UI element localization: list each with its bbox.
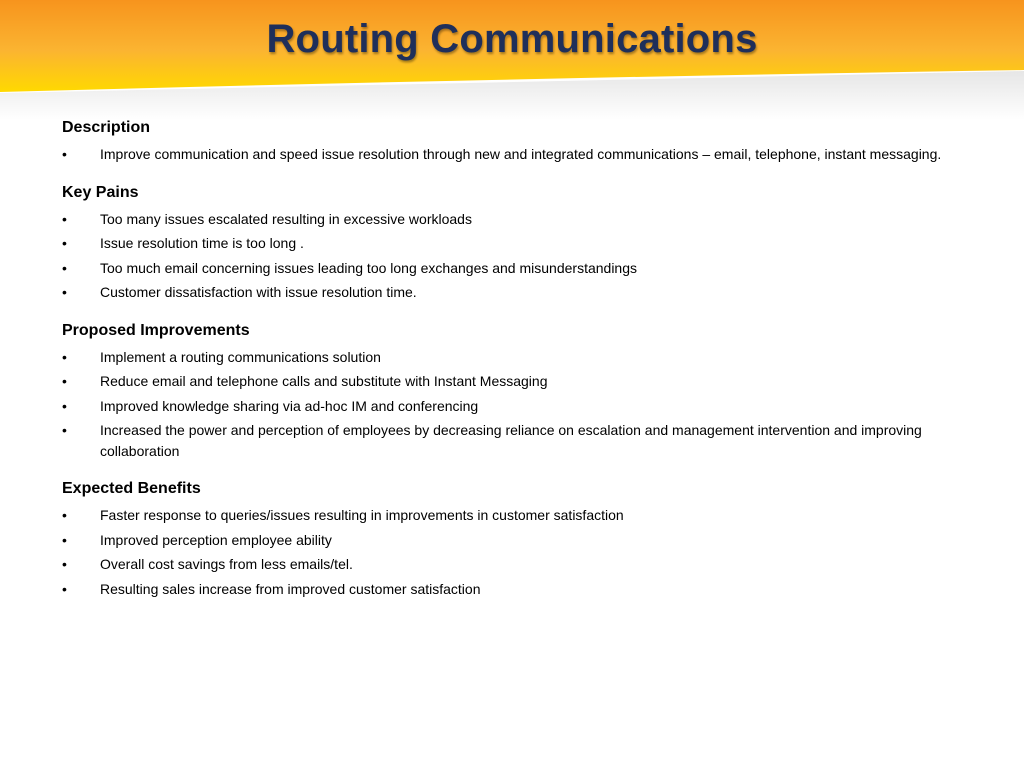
bullet-item xyxy=(62,371,962,392)
bullet-item xyxy=(62,530,962,551)
bullet-icon: • xyxy=(62,556,67,572)
bullet-icon: • xyxy=(62,373,67,389)
bullet-item xyxy=(62,579,962,600)
section-description xyxy=(62,118,962,165)
bullet-text: Customer dissatisfaction with issue resolution time. xyxy=(100,284,417,300)
bullet-icon: • xyxy=(62,348,67,365)
slide-body xyxy=(62,118,962,617)
bullet-text: Improved knowledge sharing via ad-hoc IM and conferencing xyxy=(100,397,479,414)
bullet-list xyxy=(62,144,962,165)
section-heading: Description xyxy=(62,119,151,136)
bullet-item xyxy=(62,505,962,526)
bullet-icon: • xyxy=(62,235,67,251)
bullet-text: Overall cost savings from less emails/tel. xyxy=(100,556,353,572)
bullet-text: Too much email concerning issues leading too long exchanges and misunderstandings xyxy=(100,259,637,276)
bullet-icon: • xyxy=(62,531,67,548)
bullet-text: Improved perception employee ability xyxy=(100,531,332,548)
bullet-item xyxy=(62,396,962,417)
bullet-text: Improve communication and speed issue resolution through new and integrated communications – email, telephone, instant messaging. xyxy=(100,146,942,162)
bullet-list xyxy=(62,347,962,462)
bullet-icon: • xyxy=(62,284,67,300)
section-expected-benefits xyxy=(62,479,962,599)
bullet-item xyxy=(62,209,962,230)
bullet-item xyxy=(62,144,962,165)
bullet-text: Implement a routing communications solution xyxy=(100,348,381,365)
bullet-item xyxy=(62,282,962,303)
bullet-icon: • xyxy=(62,146,67,162)
bullet-icon: • xyxy=(62,507,67,523)
bullet-text: Faster response to queries/issues resulting in improvements in customer satisfaction xyxy=(100,507,624,523)
bullet-item xyxy=(62,258,962,279)
section-heading: Key Pains xyxy=(62,183,139,201)
bullet-item xyxy=(62,347,962,368)
bullet-icon: • xyxy=(62,580,67,597)
bullet-text: Reduce email and telephone calls and substitute with Instant Messaging xyxy=(100,373,548,389)
bullet-list xyxy=(62,209,962,303)
section-proposed-improvements xyxy=(62,321,962,462)
section-heading: Expected Benefits xyxy=(62,480,201,497)
slide-title: Routing Communications xyxy=(266,17,758,61)
bullet-icon: • xyxy=(62,259,67,276)
bullet-icon: • xyxy=(62,397,67,414)
bullet-text: Too many issues escalated resulting in excessive workloads xyxy=(100,210,472,227)
bullet-text: Resulting sales increase from improved customer satisfaction xyxy=(100,580,481,597)
bullet-text: Issue resolution time is too long . xyxy=(100,235,304,251)
bullet-icon: • xyxy=(62,422,67,438)
bullet-list xyxy=(62,505,962,599)
bullet-item xyxy=(62,420,962,461)
bullet-item xyxy=(62,233,962,254)
bullet-icon: • xyxy=(62,210,67,227)
section-key-pains xyxy=(62,183,962,303)
bullet-text: Increased the power and perception of employees by decreasing reliance on escalation and management intervention and improving collaboration xyxy=(100,422,922,459)
section-heading: Proposed Improvements xyxy=(62,321,250,339)
bullet-item xyxy=(62,554,962,575)
